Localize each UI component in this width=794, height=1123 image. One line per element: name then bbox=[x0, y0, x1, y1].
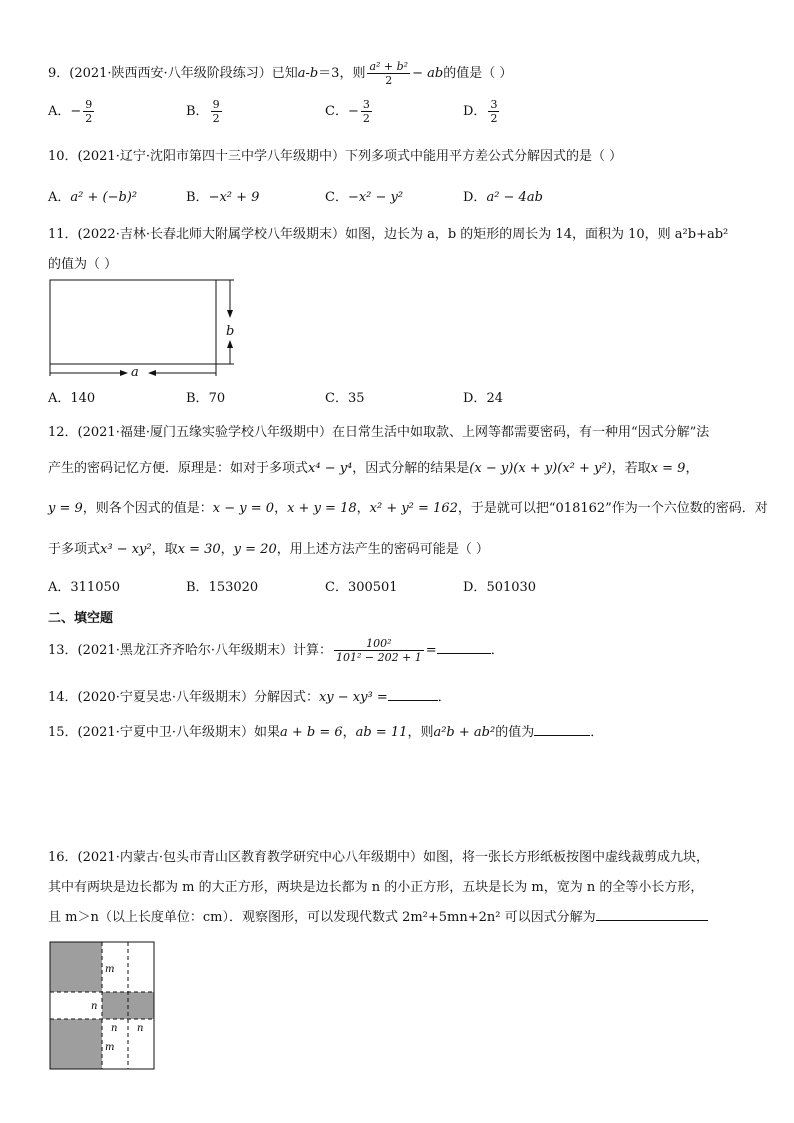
option-letter: B． bbox=[186, 190, 209, 205]
label-n-left: n bbox=[91, 1001, 98, 1012]
option-value: 153020 bbox=[208, 580, 259, 595]
math-expr: x = 30 bbox=[177, 542, 221, 557]
option-letter: D． bbox=[463, 580, 487, 595]
math-expr: x³ − xy² bbox=[100, 542, 152, 557]
text: ． bbox=[437, 690, 451, 705]
frac-num: 9 bbox=[85, 98, 93, 111]
text: ， bbox=[274, 501, 288, 516]
q13-answer-blank[interactable] bbox=[437, 653, 491, 654]
text: 产生的密码记忆方便．原理是：如对于多项式 bbox=[48, 461, 309, 476]
option-value: 311050 bbox=[70, 580, 121, 595]
q11-option-c[interactable] bbox=[325, 387, 365, 406]
math-expr: x + y = 18 bbox=[287, 501, 357, 516]
q16-line2: 其中有两块是边长都为 m 的大正方形，两块是边长都为 n 的小正方形，五块是长为 m，宽为 n 的全等小长方形， bbox=[48, 880, 704, 895]
q11-option-b[interactable] bbox=[186, 387, 225, 406]
option-expr: a² − 4ab bbox=[486, 190, 543, 205]
q11-label-a: a bbox=[131, 365, 139, 380]
q11-option-d[interactable] bbox=[463, 387, 503, 406]
math-expr: xy − xy³ = bbox=[318, 690, 388, 705]
option-fraction bbox=[488, 98, 499, 125]
option-fraction bbox=[211, 98, 222, 125]
large-square-bottom-left bbox=[50, 1019, 102, 1069]
section-heading-fill-in: 二、填空题 bbox=[48, 611, 114, 626]
math-expr: ab = 11 bbox=[355, 725, 408, 740]
text: ，则 bbox=[407, 725, 434, 740]
q12-line4 bbox=[48, 538, 489, 557]
q10-option-d[interactable] bbox=[463, 186, 543, 205]
option-value: 24 bbox=[486, 391, 503, 406]
text: 13．(2021·黑龙江齐齐哈尔·八年级期末）计算： bbox=[48, 643, 332, 658]
text: ，若取 bbox=[611, 461, 651, 476]
text: 于多项式 bbox=[48, 542, 101, 557]
q12-option-d[interactable] bbox=[463, 576, 536, 595]
q13-stem bbox=[48, 637, 504, 664]
text: ， bbox=[220, 542, 234, 557]
a-arrow-right-head bbox=[148, 370, 156, 376]
text: ． bbox=[590, 725, 604, 740]
a-arrow-left-head bbox=[120, 370, 128, 376]
q12-line2 bbox=[48, 457, 698, 476]
option-value: 300501 bbox=[347, 580, 398, 595]
text: ，则各个因式的值是： bbox=[82, 501, 213, 516]
q9-stem-prefix: 9．(2021·陕西西安·八年级阶段练习）已知 bbox=[48, 66, 298, 81]
q13-fraction bbox=[334, 637, 424, 664]
option-value: 501030 bbox=[486, 580, 537, 595]
frac-den: 2 bbox=[212, 112, 220, 125]
option-letter: C． bbox=[325, 190, 348, 205]
text: ， bbox=[356, 501, 370, 516]
text: ，用上述方法产生的密码可能是（ ） bbox=[276, 542, 489, 557]
option-value: 140 bbox=[70, 391, 96, 406]
math-expr: x⁴ − y⁴ bbox=[308, 461, 353, 476]
large-square-top-left bbox=[50, 942, 102, 992]
q10-option-c[interactable] bbox=[325, 186, 403, 205]
math-expr: x − y = 0 bbox=[212, 501, 275, 516]
option-letter: A． bbox=[48, 190, 71, 205]
q9-frac-den: 2 bbox=[385, 74, 393, 87]
text: ，于是就可以把“018162”作为一个六位数的密码．对 bbox=[457, 501, 768, 516]
q12-line3 bbox=[48, 497, 768, 516]
q11-stem-line2: 的值为（ ） bbox=[48, 257, 118, 272]
frac-den: 2 bbox=[490, 112, 498, 125]
text: ． bbox=[490, 643, 504, 658]
q9-condition: a-b bbox=[297, 66, 319, 81]
option-letter: A． bbox=[48, 104, 71, 119]
q10-option-b[interactable] bbox=[186, 186, 259, 205]
q9-stem-tail: 的值是（ ） bbox=[443, 66, 513, 81]
q11-rectangle-figure bbox=[44, 276, 244, 382]
text: 14．(2020·宁夏吴忠·八年级期末）分解因式： bbox=[48, 690, 319, 705]
math-expr: (x − y)(x + y)(x² + y²) bbox=[469, 461, 612, 476]
text: ，取 bbox=[151, 542, 178, 557]
q9-frac-num: a² + b² bbox=[369, 60, 409, 73]
text: ， bbox=[342, 725, 356, 740]
b-arrow-bottom-head bbox=[227, 340, 233, 348]
q9-option-b[interactable] bbox=[186, 98, 224, 125]
q9-condition-tail: ＝3，则 bbox=[318, 66, 366, 81]
q11-label-b: b bbox=[226, 324, 235, 339]
option-expr: −x² + 9 bbox=[208, 190, 260, 205]
text: = bbox=[425, 643, 437, 658]
math-expr: a + b = 6 bbox=[279, 725, 343, 740]
q14-stem bbox=[48, 686, 451, 705]
option-expr: −x² − y² bbox=[347, 190, 404, 205]
label-n-right: n bbox=[137, 1023, 144, 1034]
text: 的值为 bbox=[495, 725, 535, 740]
option-value: 70 bbox=[208, 391, 226, 406]
option-letter: D． bbox=[463, 391, 487, 406]
q9-after-frac: − ab bbox=[412, 66, 444, 81]
option-letter: A． bbox=[48, 580, 71, 595]
q9-option-a[interactable] bbox=[48, 98, 96, 125]
text: 15．(2021·宁夏中卫·八年级期末）如果 bbox=[48, 725, 280, 740]
option-letter: D． bbox=[463, 104, 487, 119]
option-letter: C． bbox=[325, 580, 348, 595]
label-m-bottom: m bbox=[105, 1042, 115, 1053]
q9-stem bbox=[48, 60, 512, 87]
option-fraction bbox=[83, 98, 94, 125]
q16-line3 bbox=[48, 906, 708, 925]
q11-option-a[interactable] bbox=[48, 387, 95, 406]
q16-answer-blank[interactable] bbox=[596, 920, 708, 921]
frac-num: 100² bbox=[334, 637, 424, 651]
q16-cut-figure bbox=[48, 940, 158, 1072]
text: ， bbox=[685, 461, 699, 476]
frac-den: 2 bbox=[85, 112, 93, 125]
frac-num: 3 bbox=[490, 98, 498, 111]
text: 且 m＞n（以上长度单位：cm）．观察图形，可以发现代数式 2m²+5mn+2n² 可以因式分解为 bbox=[48, 910, 596, 925]
option-value: 35 bbox=[347, 391, 365, 406]
option-letter: D． bbox=[463, 190, 487, 205]
q12-line1: 12．(2021·福建·厦门五缘实验学校八年级期中）在日常生活中如取款、上网等都需要密码，有一种用“因式分解”法 bbox=[48, 425, 710, 440]
frac-num: 3 bbox=[362, 98, 370, 111]
q12-option-a[interactable] bbox=[48, 576, 120, 595]
option-fraction bbox=[361, 98, 372, 125]
q15-stem bbox=[48, 721, 603, 740]
frac-den: 101² − 202 + 1 bbox=[335, 651, 422, 664]
option-letter: C． bbox=[325, 104, 348, 119]
option-letter: B． bbox=[186, 391, 209, 406]
label-m-top: m bbox=[105, 964, 115, 975]
rectangle-outline bbox=[50, 280, 216, 364]
q9-option-d[interactable] bbox=[463, 98, 501, 125]
q10-option-a[interactable] bbox=[48, 186, 137, 205]
q10-stem: 10．(2021·辽宁·沈阳市第四十三中学八年级期中）下列多项式中能用平方差公式分解因式的是（ ） bbox=[48, 149, 623, 164]
option-expr: a² + (−b)² bbox=[70, 190, 138, 205]
math-expr: x = 9 bbox=[650, 461, 686, 476]
option-letter: B． bbox=[186, 104, 209, 119]
option-sign: − bbox=[70, 104, 82, 119]
q9-fraction bbox=[367, 60, 410, 87]
option-sign: − bbox=[347, 104, 359, 119]
text: ，因式分解的结果是 bbox=[352, 461, 470, 476]
q12-option-c[interactable] bbox=[325, 576, 398, 595]
b-arrow-top-head bbox=[227, 310, 233, 318]
frac-den: 2 bbox=[362, 112, 370, 125]
q16-line1: 16．(2021·内蒙古·包头市青山区教育教学研究中心八年级期中）如图，将一张长方形纸板按图中虚线裁剪成九块， bbox=[48, 850, 709, 865]
option-letter: C． bbox=[325, 391, 348, 406]
frac-num: 9 bbox=[212, 98, 220, 111]
label-n-mid: n bbox=[111, 1023, 118, 1034]
q14-answer-blank[interactable] bbox=[388, 700, 438, 701]
math-expr: y = 9 bbox=[48, 501, 83, 516]
q9-option-c[interactable] bbox=[325, 98, 374, 125]
math-expr: y = 20 bbox=[233, 542, 277, 557]
q15-answer-blank[interactable] bbox=[534, 735, 590, 736]
option-letter: B． bbox=[186, 580, 209, 595]
option-letter: A． bbox=[48, 391, 71, 406]
q12-option-b[interactable] bbox=[186, 576, 258, 595]
math-expr: x² + y² = 162 bbox=[369, 501, 458, 516]
q11-stem-line1: 11．(2022·吉林·长春北师大附属学校八年级期末）如图，边长为 a，b 的矩形的周长为 14，面积为 10，则 a²b+ab² bbox=[48, 227, 729, 242]
math-expr: a²b + ab² bbox=[433, 725, 496, 740]
